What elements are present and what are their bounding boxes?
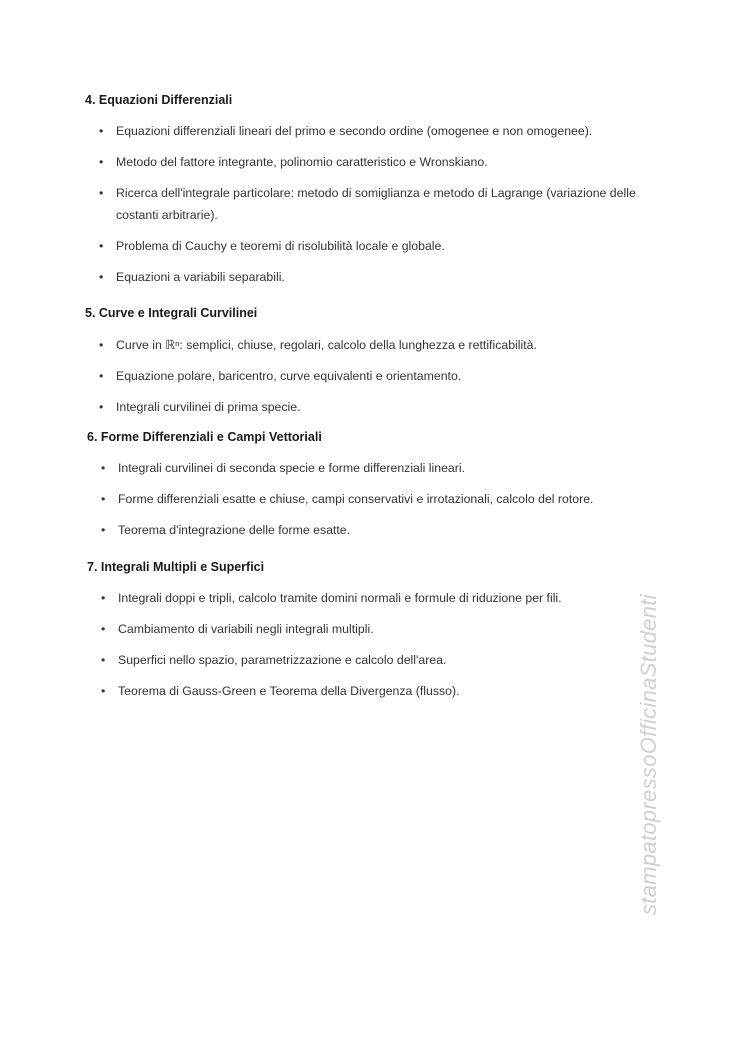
list-item: • Ricerca dell'integrale particolare: metodo di somiglianza e metodo di Lagrange (variazione delle costanti arbitrarie). (116, 182, 676, 226)
list-item: • Superfici nello spazio, parametrizzazione e calcolo dell'area. (118, 649, 678, 671)
list-item: • Equazioni differenziali lineari del primo e secondo ordine (omogenee e non omogenee). (116, 120, 676, 142)
section-heading: 5. Curve e Integrali Curvilinei (85, 306, 258, 320)
list-item: • Problema di Cauchy e teoremi di risolubilità locale e globale. (116, 235, 676, 257)
section-heading: 4. Equazioni Differenziali (85, 93, 233, 107)
list-item: • Integrali curvilinei di seconda specie e forme differenziali lineari. (118, 457, 678, 479)
section-heading: 6. Forme Differenziali e Campi Vettoriali (87, 430, 322, 444)
list-item: • Equazione polare, baricentro, curve equivalenti e orientamento. (116, 365, 676, 387)
list-item: • Cambiamento di variabili negli integrali multipli. (118, 618, 678, 640)
list-item: • Forme differenziali esatte e chiuse, campi conservativi e irrotazionali, calcolo del rotore. (118, 488, 678, 510)
watermark: stampatopressoOfficinaStudenti (636, 594, 661, 915)
list-item: • Equazioni a variabili separabili. (116, 266, 676, 288)
list-item: • Curve in ℝⁿ: semplici, chiuse, regolari, calcolo della lunghezza e rettificabilità. (116, 334, 676, 356)
list-item: • Metodo del fattore integrante, polinomio caratteristico e Wronskiano. (116, 151, 676, 173)
list-item: • Teorema di Gauss-Green e Teorema della Divergenza (flusso). (118, 680, 678, 702)
list-item: • Teorema d'integrazione delle forme esatte. (118, 519, 678, 541)
list-item: • Integrali curvilinei di prima specie. (116, 396, 676, 418)
list-item: • Integrali doppi e tripli, calcolo tramite domini normali e formule di riduzione per fili. (118, 587, 678, 609)
section-heading: 7. Integrali Multipli e Superfici (87, 560, 265, 574)
